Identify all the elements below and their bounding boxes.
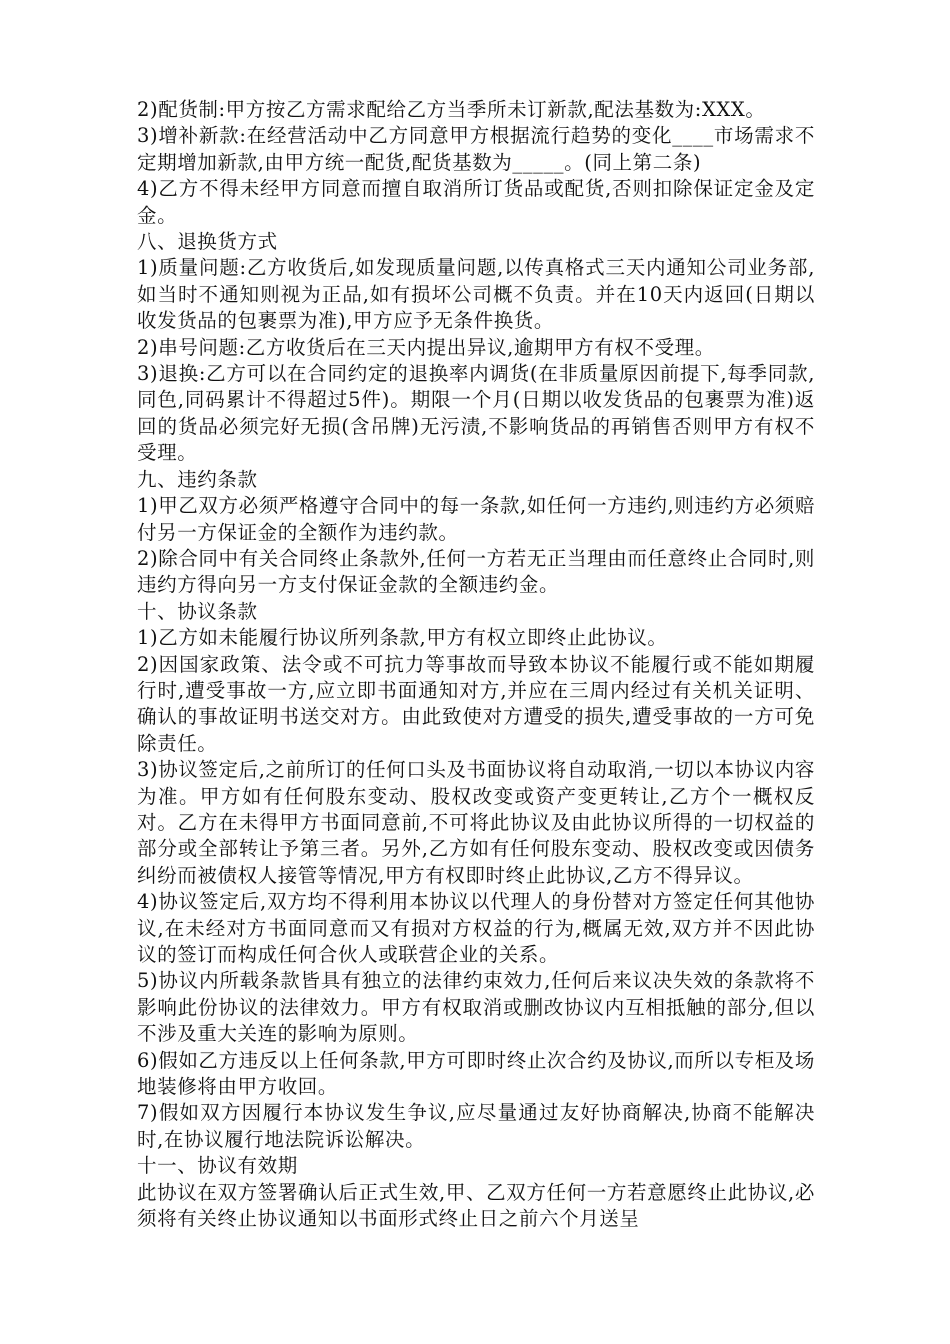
section-11-heading: 十一、协议有效期	[137, 1154, 298, 1178]
section-10-heading: 十、协议条款	[137, 599, 258, 623]
para-10-1: 1)乙方如未能履行协议所列条款,甲方有权立即终止此协议。	[137, 626, 668, 650]
para-9-2: 2)除合同中有关合同终止条款外,任何一方若无正当理由而任意终止合同时,则违约方得向另一方支付保证金款的全额违约金。	[137, 546, 816, 597]
para-10-7: 7)假如双方因履行本协议发生争议,应尽量通过友好协商解决,协商不能解决时,在协议履行地法院诉讼解决。	[137, 1101, 815, 1151]
para-11-body: 此协议在双方签署确认后正式生效,甲、乙双方任何一方若意愿终止此协议,必须将有关终止协议通知以书面形式终止日之前六个月送呈	[137, 1180, 815, 1231]
contract-page-body	[137, 97, 815, 1232]
para-8-2-serial: 2)串号问题:乙方收货后在三天内提出异议,逾期甲方有权不受理。	[137, 335, 715, 359]
para-10-5: 5)协议内所载条款皆具有独立的法律约束效力,任何后来议决失效的条款将不影响此份协议的法律效力。甲方有权取消或删改协议内互相抵触的部分,但以不涉及重大关连的影响为原则。	[137, 969, 815, 1046]
para-10-3: 3)协议签定后,之前所订的任何口头及书面协议将自动取消,一切以本协议内容为准。甲方如有任何股东变动、股权改变或资产变更转让,乙方个一概权反对。乙方在未得甲方书面同意前,不可将此协议及由此协议所得的一切权益的部分或全部转让予第三者。另外,乙方如有任何股东变动、股权改变或因债务纠纷而被债权人接管等情况,甲方有权即时终止此协议,乙方不得异议。	[137, 758, 816, 887]
section-9-heading: 九、违约条款	[137, 467, 258, 491]
para-10-6: 6)假如乙方违反以上任何条款,甲方可即时终止次合约及协议,而所以专柜及场地装修将由甲方收回。	[137, 1048, 816, 1099]
para-8-1-quality: 1)质量问题:乙方收货后,如发现质量问题,以传真格式三天内通知公司业务部,如当时不通知则视为正品,如有损坏公司概不负责。并在10天内返回(日期以收发货品的包裹票为准),甲方应予无条件换货。	[137, 256, 815, 333]
para-10-4: 4)协议签定后,双方均不得利用本协议以代理人的身份替对方签定任何其他协议,在未经对方书面同意而又有损对方权益的行为,概属无效,双方并不因此协议的签订而构成任何合伙人或联营企业的关系。	[137, 890, 815, 966]
para-7-2-allocation: 2)配货制:甲方按乙方需求配给乙方当季所未订新款,配法基数为:XXX。	[137, 98, 766, 121]
para-7-3-new-styles: 3)增补新款:在经营活动中乙方同意甲方根据流行趋势的变化____市场需求不定期增加新款,由甲方统一配货,配货基数为_____。(同上第二条)	[137, 124, 815, 174]
para-9-1: 1)甲乙双方必须严格遵守合同中的每一条款,如任何一方违约,则违约方必须赔付另一方保证金的全额作为违约款。	[137, 494, 816, 544]
para-7-4-cancel: 4)乙方不得未经甲方同意而擅自取消所订货品或配货,否则扣除保证定金及定金。	[137, 177, 815, 227]
section-8-heading: 八、退换货方式	[137, 230, 278, 254]
para-10-2: 2)因国家政策、法令或不可抗力等事故而导致本协议不能履行或不能如期履行时,遭受事故一方,应立即书面通知对方,并应在三周内经过有关机关证明、确认的事故证明书送交对方。由此致使对方遭受的损失,遭受事故的一方可免除责任。	[137, 652, 815, 755]
para-8-3-exchange: 3)退换:乙方可以在合同约定的退换率内调货(在非质量原因前提下,每季同款,同色,同码累计不得超过5件)。期限一个月(日期以收发货品的包裹票为准)返回的货品必须完好无损(含吊牌)无污渍,不影响货品的再销售否则甲方有权不受理。	[137, 362, 815, 465]
